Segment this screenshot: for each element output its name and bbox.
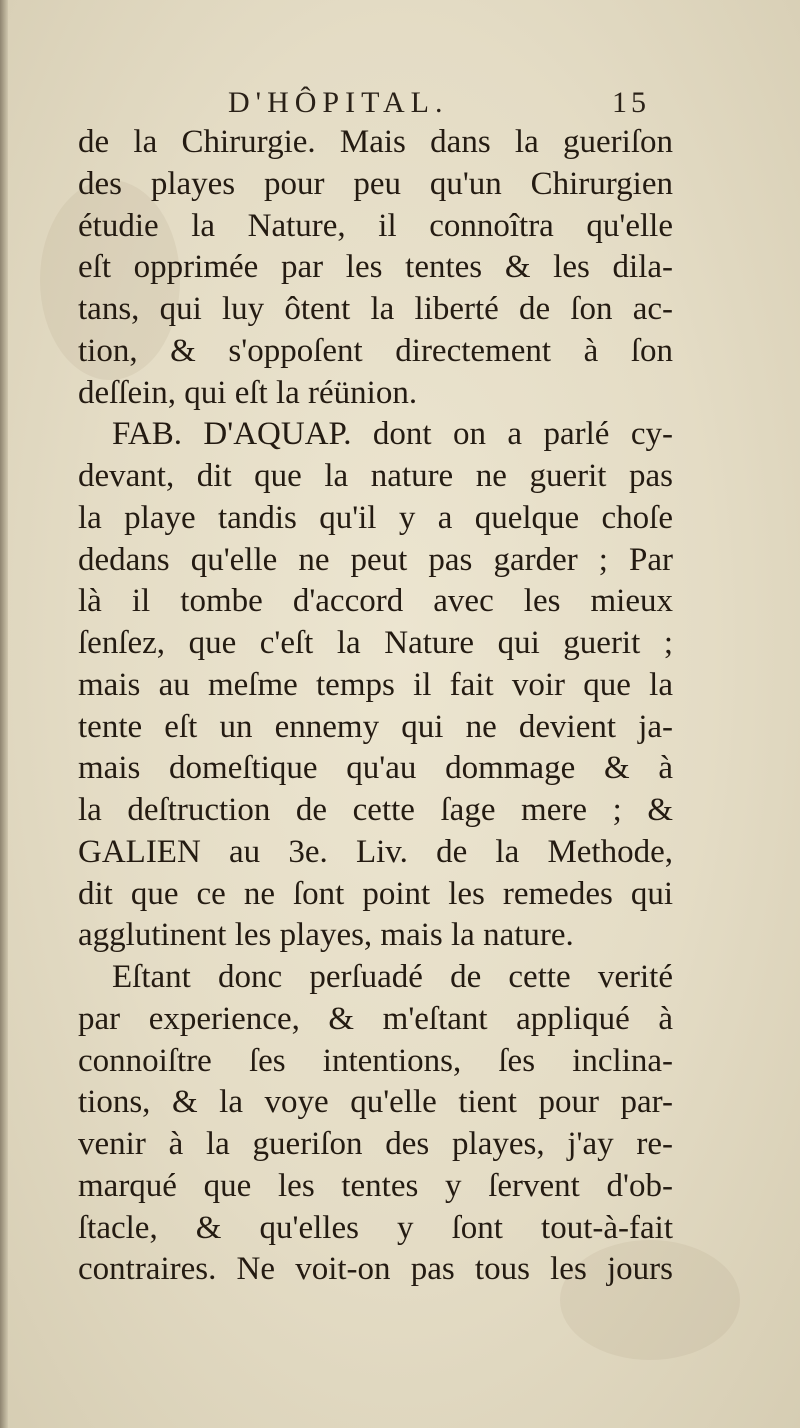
text-line: connoiſtre ſes intentions, ſes inclina-: [78, 1042, 673, 1079]
text-line: mais au meſme temps il fait voir que la: [78, 666, 673, 703]
page-binding-edge: [0, 0, 8, 1428]
page-number: 15: [612, 86, 650, 119]
text-line: dit que ce ne ſont point les remedes qui: [78, 875, 673, 912]
running-head: D'HÔPITAL.: [228, 86, 449, 119]
text-line: des playes pour peu qu'un Chirurgien: [78, 165, 673, 202]
text-line: tions, & la voye qu'elle tient pour par-: [78, 1084, 673, 1121]
text-line: étudie la Nature, il connoîtra qu'elle: [78, 207, 673, 244]
text-line: deſſein, qui eſt la réünion.: [78, 374, 418, 411]
text-line: tans, qui luy ôtent la liberté de ſon ac-: [78, 291, 673, 327]
text-line: venir à la gueriſon des playes, j'ay re-: [78, 1126, 673, 1162]
text-line: de la Chirurgie. Mais dans la gueriſon: [78, 124, 673, 160]
text-line: la playe tandis qu'il y a quelque choſe: [78, 499, 673, 536]
body-text: [78, 122, 673, 1291]
text-line: marqué que les tentes y ſervent d'ob-: [78, 1167, 673, 1204]
text-line: devant, dit que la nature ne guerit pas: [78, 458, 673, 494]
text-line: FAB. D'AQUAP. dont on a parlé cy-: [112, 416, 673, 453]
text-line: eſt opprimée par les tentes & les dila-: [78, 249, 673, 286]
text-line: tion, & s'oppoſent directement à ſon: [78, 332, 673, 369]
text-line: là il tombe d'accord avec les mieux: [78, 583, 673, 620]
text-line: GALIEN au 3e. Liv. de la Methode,: [78, 833, 673, 870]
page-header: [0, 86, 800, 126]
text-line: mais domeſtique qu'au dommage & à: [78, 750, 673, 787]
text-line: ſenſez, que c'eſt la Nature qui guerit ;: [78, 625, 673, 661]
text-line: par experience, & m'eſtant appliqué à: [78, 1000, 673, 1037]
text-line: contraires. Ne voit-on pas tous les jours: [78, 1251, 673, 1288]
text-line: dedans qu'elle ne peut pas garder ; Par: [78, 541, 673, 578]
text-line: ſtacle, & qu'elles y ſont tout-à-fait: [78, 1209, 673, 1246]
text-line: agglutinent les playes, mais la nature.: [78, 917, 574, 954]
text-line: la deſtruction de cette ſage mere ; &: [78, 792, 673, 828]
text-line: Eſtant donc perſuadé de cette verité: [112, 959, 673, 995]
text-line: tente eſt un ennemy qui ne devient ja-: [78, 708, 673, 745]
